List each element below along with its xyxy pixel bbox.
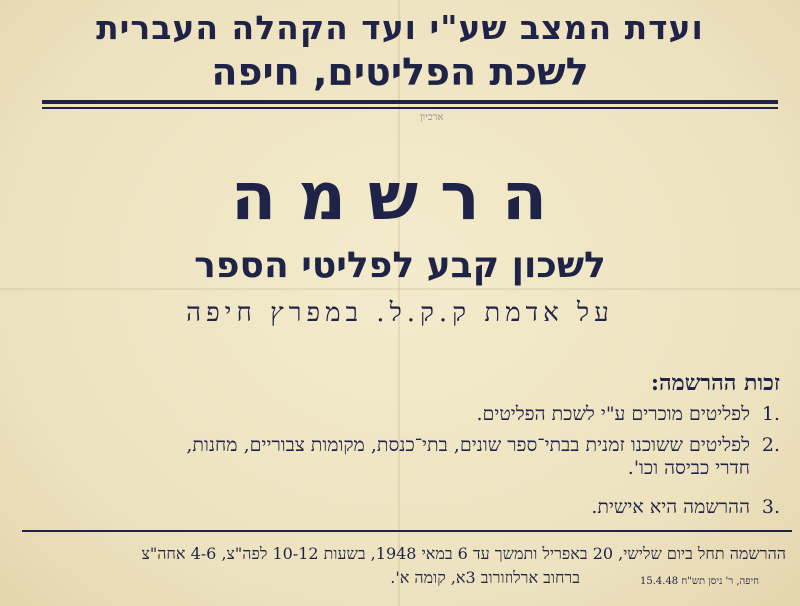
registration-address: ברחוב ארלוזורוב 3א, קומה א'. [390, 568, 580, 587]
registration-dates: ההרשמה תחל ביום שלישי, 20 באפריל ותמשך עד 6 במאי 1948, בשעות 10-12 לפה"צ, 4-6 אחה"צ [141, 544, 786, 563]
header-rule-thin [42, 107, 778, 109]
rights-heading: זכות ההרשמה: [650, 370, 780, 396]
fold-line-horizontal [0, 288, 800, 290]
list-item: לפליטים ששוכנו זמנית בבתי־ספר שונים, בתי־כנסת, מקומות צבוריים, מחנות, [186, 434, 750, 456]
list-item: ההרשמה היא אישית. [591, 496, 750, 518]
list-item-number: 2. [761, 434, 780, 456]
subtitle-location: על אדמת ק.ק.ל. במפרץ חיפה [186, 298, 614, 328]
list-item-number: 1. [761, 403, 780, 425]
footer-rule [22, 530, 792, 532]
list-item-continued: חדרי כביסה וכו'. [627, 457, 750, 479]
header-rule-thick [42, 100, 778, 104]
list-item: לפליטים מוכרים ע"י לשכת הפליטים. [476, 403, 750, 425]
issue-date: חיפה, ר' ניסן תש"ח 15.4.48 [640, 576, 760, 587]
office-name: לשכת הפליטים, חיפה [211, 50, 589, 94]
page-title: הרשמה [230, 158, 570, 235]
list-item-number: 3. [761, 496, 780, 518]
subtitle: לשכון קבע לפליטי הספר [194, 245, 606, 286]
pencil-annotation: ארכיון [420, 112, 444, 123]
organization-line: ועדת המצב שע"י ועד הקהלה העברית [96, 8, 704, 47]
